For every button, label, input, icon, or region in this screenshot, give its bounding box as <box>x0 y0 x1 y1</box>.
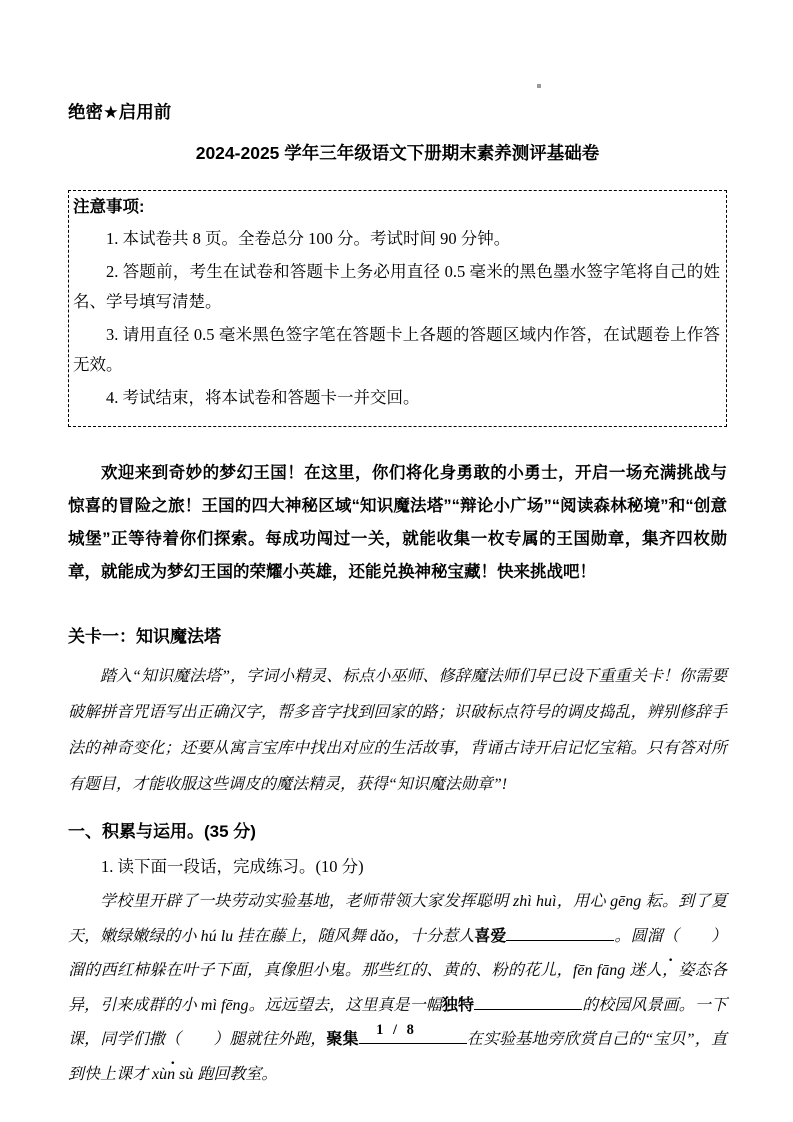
notice-item-3: 3. 请用直径 0.5 毫米黑色签字笔在答题卡上各题的答题区域内作答，在试题卷上作答无效。 <box>73 325 720 374</box>
question-1-passage: 学校里开辟了一块劳动实验基地，老师带领大家发挥聪明 zhì huì，用心 gēng 耘。到了夏天，嫩绿嫩绿的小 hú lu 挂在藤上，随风舞 dǎo，十分惹人喜爱 。圆溜（ ）溜的西红柿躲在叶子下面，真像胆小鬼。那些红的、黄的、粉的花儿，fēn fāng 迷人，姿态各异，引来成群的小 mì fēng。远远望去，这里真是一幅独特 的校园风景画。一下课，同学们撒（ ）腿就往外跑，聚集 在实验基地旁欣赏自己的“宝贝”，直到快上课才 xùn sù 跑回教室。 <box>68 893 727 1083</box>
dotted-char: 撒 <box>148 1031 165 1048</box>
notice-item-4: 4. 考试结束，将本试卷和答题卡一并交回。 <box>106 388 420 407</box>
notice-item-2: 2. 答题前，考生在试卷和答题卡上务必用直径 0.5 毫米的黑色墨水签字笔将自己的姓名、学号填写清楚。 <box>73 262 720 311</box>
key-word: 聚集 <box>326 1031 359 1048</box>
page-title: 2024-2025 学年三年级语文下册期末素养测评基础卷 <box>195 143 600 163</box>
stray-mark <box>537 84 541 88</box>
part1-heading: 一、积累与运用。(35 分) <box>68 822 256 841</box>
dotted-char: 溜 <box>646 927 663 945</box>
classification-label: 绝密★启用前 <box>68 102 172 122</box>
notice-heading: 注意事项: <box>73 198 145 216</box>
notice-box <box>68 190 727 427</box>
answer-blank <box>506 926 614 941</box>
question-1-prompt: 1. 读下面一段话，完成练习。(10 分) <box>101 857 364 876</box>
intro-paragraph: 欢迎来到奇妙的梦幻王国！在这里，你们将化身勇敢的小勇士，开启一场充满挑战与惊喜的冒险之旅！王国的四大神秘区域“知识魔法塔”“辩论小广场”“阅读森林秘境”和“创意城堡”正等待着你们探索。每成功闯过一关，就能收集一枚专属的王国勋章，集齐四枚勋章，就能成为梦幻王国的荣耀小英雄，还能兑换神秘宝藏！快来挑战吧！ <box>68 464 727 581</box>
page-number: 1 / 8 <box>376 1022 417 1038</box>
section1-heading: 关卡一：知识魔法塔 <box>68 627 221 646</box>
answer-blank <box>474 995 582 1010</box>
key-word: 独特 <box>441 996 475 1014</box>
notice-item-1: 1. 本试卷共 8 页。全卷总分 100 分。考试时间 90 分钟。 <box>106 229 511 248</box>
section1-description: 踏入“知识魔法塔”，字词小精灵、标点小巫师、修辞魔法师们早已设下重重关卡！你需要破解拼音咒语写出正确汉字，帮多音字找到回家的路；识破标点符号的调皮捣乱，辨别修辞手法的神奇变化；还要从寓言宝库中找出对应的生活故事，背诵古诗开启记忆宝箱。只有答对所有题目，才能收服这些调皮的魔法精灵，获得“知识魔法勋章”! <box>68 668 727 793</box>
key-word: 喜爱 <box>474 927 507 945</box>
